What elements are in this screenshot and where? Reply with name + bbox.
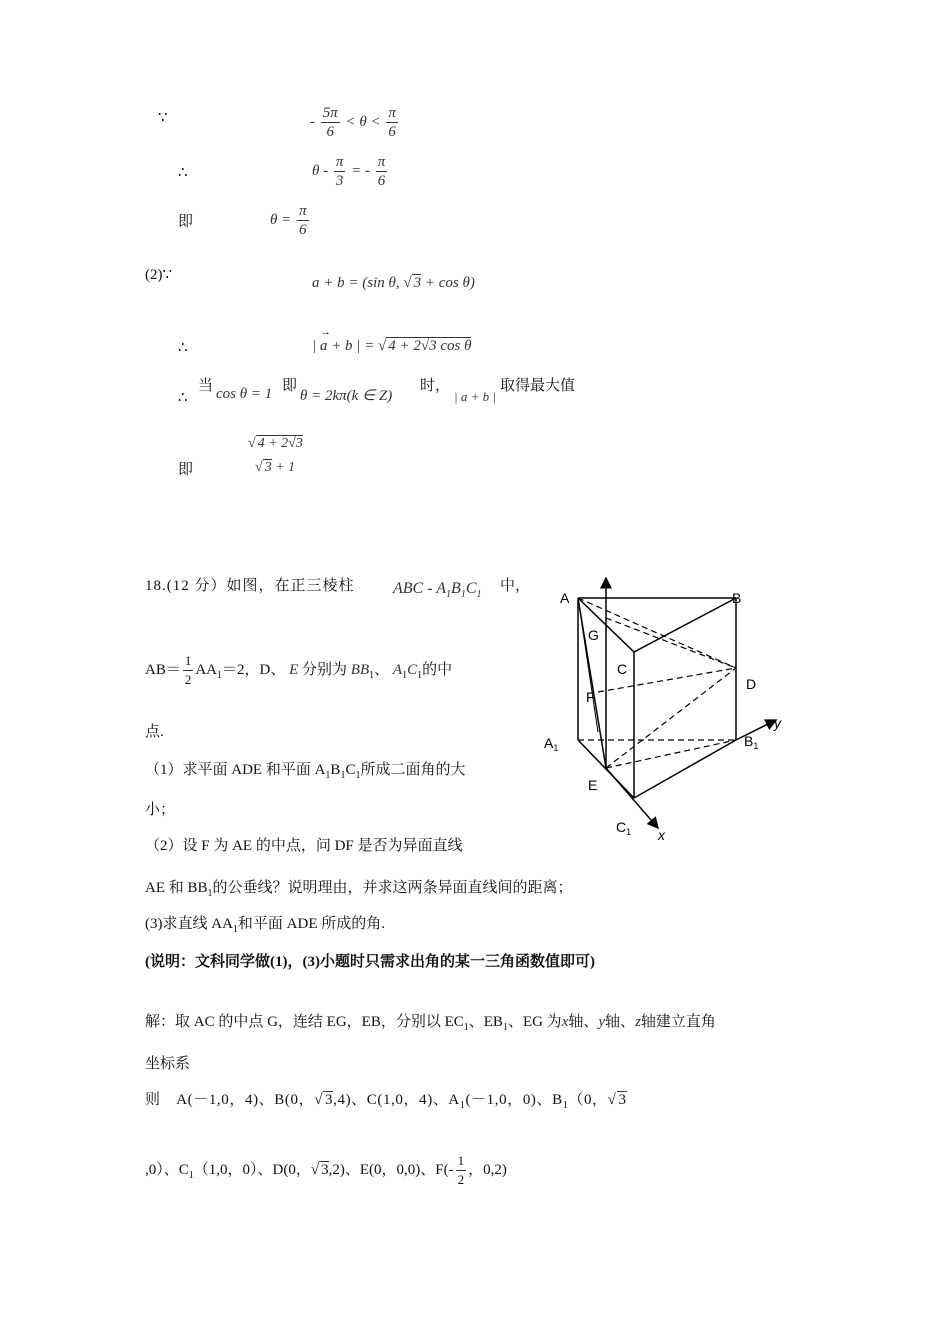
because-symbol: ∵ [158, 110, 168, 126]
question-3: (3)求直线 $AA_1$和平面 ADE 所成的角. [145, 916, 385, 935]
cos-equation: cos θ = 1 [216, 386, 273, 402]
label-C1: $C_1$ [616, 819, 632, 837]
part2-label: (2)∵ [145, 267, 173, 283]
label-F: F [586, 689, 595, 705]
max-value-denominator: √ 3 + 1 [255, 460, 296, 475]
theta-result: θ = $\frac{\pi}{6}$ [270, 203, 307, 238]
label-E: E [588, 777, 598, 793]
ab-condition: AB＝ $\frac{1}{2}$ $AA_1=2$，D、 E 分别为 $BB_1$、 $A_1C_1$的中 [145, 653, 453, 687]
therefore-symbol: ∴ [178, 165, 188, 181]
label-y-axis: y [774, 715, 781, 731]
solution-line-1: 解：取 AC 的中点 G，连结 EG，EB，分别以 $EC_1$、$EB_1$、EG 为x轴、y轴、z轴建立直角 [145, 1014, 716, 1033]
coordinates-line-1: 则 A(－1,0，4)、B(0，√ 3,4)、C(1,0，4)、$A_1(-1,0$，0)、$B_1(0$，√ 3 [145, 1092, 627, 1111]
abs-ab: | a + b | [454, 389, 496, 404]
label-A1: $A_1$ [544, 735, 559, 753]
label-C: C [617, 661, 628, 677]
x-axis-line [606, 768, 658, 828]
inequality-expression: - $\frac{5\pi}{6}$ < θ < $\frac{\pi}{6}$ [310, 105, 396, 140]
ji-label-2: 即 [282, 378, 298, 394]
max-text: 取得最大值 [500, 378, 576, 394]
y-axis-line [736, 720, 776, 740]
label-x-axis: x [658, 827, 665, 843]
question-2: （2）设 F 为 AE 的中点，问 DF 是否为异面直线 [145, 838, 463, 854]
problem-heading: 18.(12 分）如图，在正三棱柱 [145, 578, 355, 594]
prism-name: ABC - $A_1B_1C_1$ [393, 580, 482, 601]
edge-B1C1 [634, 740, 736, 798]
line-ED [606, 668, 736, 768]
max-value-numerator: √ 4 + 2√3 [248, 436, 303, 451]
note-text: (说明：文科同学做(1)，(3)小题时只需求出角的某一三角函数值即可) [145, 954, 595, 970]
label-B: B [732, 590, 742, 606]
dang-label: 当 [198, 378, 214, 394]
label-B1: $B_1$ [744, 733, 759, 751]
therefore-symbol-2: ∴ [178, 340, 188, 356]
therefore-symbol-3: ∴ [178, 390, 188, 406]
line-EB1 [606, 740, 736, 768]
label-G: G [588, 627, 599, 643]
shi-label: 时， [420, 378, 451, 394]
ji-label-3: 即 [178, 462, 194, 478]
label-D: D [746, 676, 757, 692]
question-1-cont: 小； [145, 802, 176, 818]
solution-line-2: 坐标系 [145, 1056, 191, 1072]
zhong-text: 中， [500, 578, 531, 594]
question-2-cont: AE 和 $BB_1$的公垂线？说明理由，并求这两条异面直线间的距离； [145, 880, 573, 899]
label-A: A [560, 590, 570, 606]
coordinates-line-2: ,0）、$C_1(1,0$，0）、D(0，√ 3,2)、E(0，0,0)、F(- $\frac{1}{2}$ ，0,2) [145, 1153, 507, 1187]
line-AF [578, 598, 598, 732]
norm-expression: | a + b | = √ 4 + 2√3 cos θ [312, 338, 472, 354]
line-AD [578, 598, 736, 668]
prism-figure [540, 570, 800, 850]
dian-text: 点. [145, 724, 164, 740]
ji-label: 即 [178, 214, 194, 230]
theta-equation: θ - $\frac{\pi}{3}$ = - $\frac{\pi}{6}$ [312, 154, 386, 189]
question-1: （1）求平面 ADE 和平面 $A_1B_1C_1$所成二面角的大 [145, 762, 466, 781]
vector-sum-expression: a + b = (sin θ, √ 3 + cos θ) [312, 275, 475, 291]
theta-k-equation: θ = 2kπ(k ∈ Z) [300, 388, 393, 404]
edge-BC [634, 598, 736, 652]
vector-arrow: → [320, 326, 331, 338]
